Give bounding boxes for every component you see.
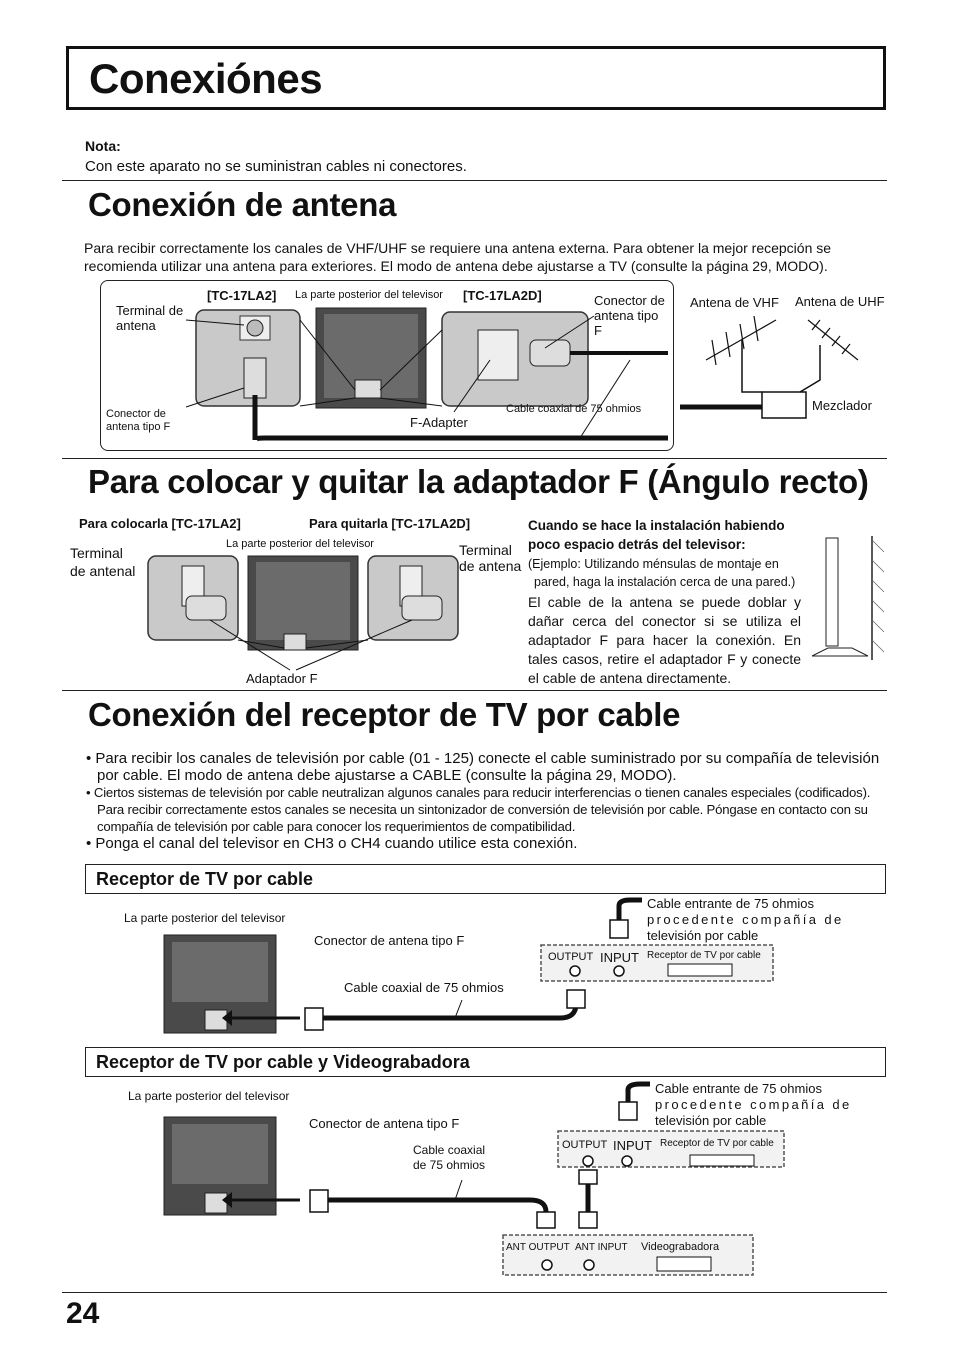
cable1-coax: Cable coaxial de 75 ohmios — [344, 980, 504, 995]
tip-example-1: (Ejemplo: Utilizando ménsulas de montaje en — [528, 557, 779, 571]
uhf-label: Antena de UHF — [795, 294, 885, 309]
cable2-input: INPUT — [613, 1138, 652, 1153]
cable2-tv-back: La parte posterior del televisor — [128, 1089, 290, 1103]
cable2-incoming-3: televisión por cable — [655, 1113, 767, 1128]
tip-title-1: Cuando se hace la instalación habiendo — [528, 518, 785, 533]
cable1-connector: Conector de antena tipo F — [314, 933, 465, 948]
vhf-label: Antena de VHF — [690, 295, 779, 310]
cable1-incoming-2: procedente compañía de — [647, 912, 844, 927]
subhead-cable-vcr: Receptor de TV por cable y Videograbadora — [85, 1047, 886, 1077]
model-a-label: [TC-17LA2] — [207, 288, 277, 303]
adapter-f-label: Adaptador F — [246, 671, 318, 686]
connector-f-left-label: Conector de antena tipo F — [106, 408, 171, 433]
vcr-ant-output: ANT OUTPUT — [506, 1242, 570, 1253]
mixer-label: Mezclador — [812, 398, 872, 413]
tip-title-2: poco espacio detrás del televisor: — [528, 537, 746, 552]
antenna-heading: Conexión de antena — [88, 186, 397, 223]
cable1-output: OUTPUT — [548, 951, 594, 963]
cable1-input: INPUT — [600, 950, 639, 965]
cable1-tv-back: La parte posterior del televisor — [124, 911, 286, 925]
page-title: Conexiónes — [89, 55, 323, 102]
model-b-label: [TC-17LA2D] — [463, 288, 542, 303]
vcr-ant-input: ANT INPUT — [575, 1242, 628, 1253]
cable2-incoming-1: Cable entrante de 75 ohmios — [655, 1081, 822, 1096]
page-number: 24 — [66, 1297, 100, 1330]
terminal-label: Terminal de antena — [116, 303, 184, 333]
vcr-label: Videograbadora — [641, 1241, 720, 1253]
cable-bullet-1: • Para recibir los canales de televisión por cable (01 - 125) conecte el cable suministrado por su compañía de televisión por cable. El modo de antena debe ajustarse a CABLE (consulte la página 29, MODO). — [86, 750, 880, 784]
cable1-incoming-3: televisión por cable — [647, 928, 759, 943]
divider — [62, 1292, 887, 1293]
cable2-receiver: Receptor de TV por cable — [660, 1138, 774, 1149]
take-off-label: Para quitarla [TC-17LA2D] — [309, 516, 471, 531]
cable-heading: Conexión del receptor de TV por cable — [88, 696, 681, 733]
tip-body: El cable de la antena se puede doblar y dañar cerca del conector si se utiliza el adaptador F para hacer la conexión. En tales casos, retire el adaptador F y conecte el cable de antena directamente. — [528, 594, 801, 686]
put-on-label: Para colocarla [TC-17LA2] — [79, 516, 241, 531]
cable2-connector: Conector de antena tipo F — [309, 1116, 460, 1131]
terminal-left-label: Terminal de antenal — [70, 545, 136, 579]
connector-f-label: Conector de antena tipo F — [594, 293, 665, 338]
antenna-tv-back: La parte posterior del televisor — [295, 289, 443, 301]
cable1-receiver: Receptor de TV por cable — [647, 950, 761, 961]
f-adapter-label: F-Adapter — [410, 415, 468, 430]
cable2-coax-1: Cable coaxial — [413, 1143, 486, 1157]
note-label: Nota: — [85, 138, 121, 154]
tip-example-2: pared, haga la instalación cerca de una pared.) — [534, 575, 796, 589]
antenna-intro-1: Para recibir correctamente los canales de VHF/UHF se requiere una antena externa. Para obtener la mejor recepción se — [84, 240, 832, 256]
cable2-output: OUTPUT — [562, 1139, 608, 1151]
antenna-intro-2: recomienda utilizar una antena para exteriores. El modo de antena debe ajustarse a TV (consulte la página 29, MODO). — [84, 258, 828, 274]
terminal-right-label: Terminal de antena — [459, 542, 522, 574]
cable2-coax-2: de 75 ohmios — [413, 1158, 486, 1172]
cable2-incoming-2: procedente compañía de — [655, 1097, 852, 1112]
subhead-cable-receiver: Receptor de TV por cable — [85, 864, 886, 894]
note-text: Con este aparato no se suministran cables ni conectores. — [85, 158, 467, 175]
cable-bullet-3: • Ponga el canal del televisor en CH3 o CH4 cuando utilice esta conexión. — [86, 835, 578, 852]
coax-label: Cable coaxial de 75 ohmios — [506, 403, 642, 415]
cable1-incoming-1: Cable entrante de 75 ohmios — [647, 896, 814, 911]
adapter-heading: Para colocar y quitar la adaptador F (Ángulo recto) — [88, 463, 869, 500]
cable-bullet-2: • Ciertos sistemas de televisión por cable neutralizan algunos canales para reducir interferencias o tienen canales especiales (codificados). Para recibir correctamente estos canales se necesita un sintonizador de conversión de televisión por cable. Póngase en contacto con su compañía de televisión por cable para conocer los requerimientos de compatibilidad. — [86, 785, 871, 834]
adapter-tv-back: La parte posterior del televisor — [226, 538, 374, 550]
